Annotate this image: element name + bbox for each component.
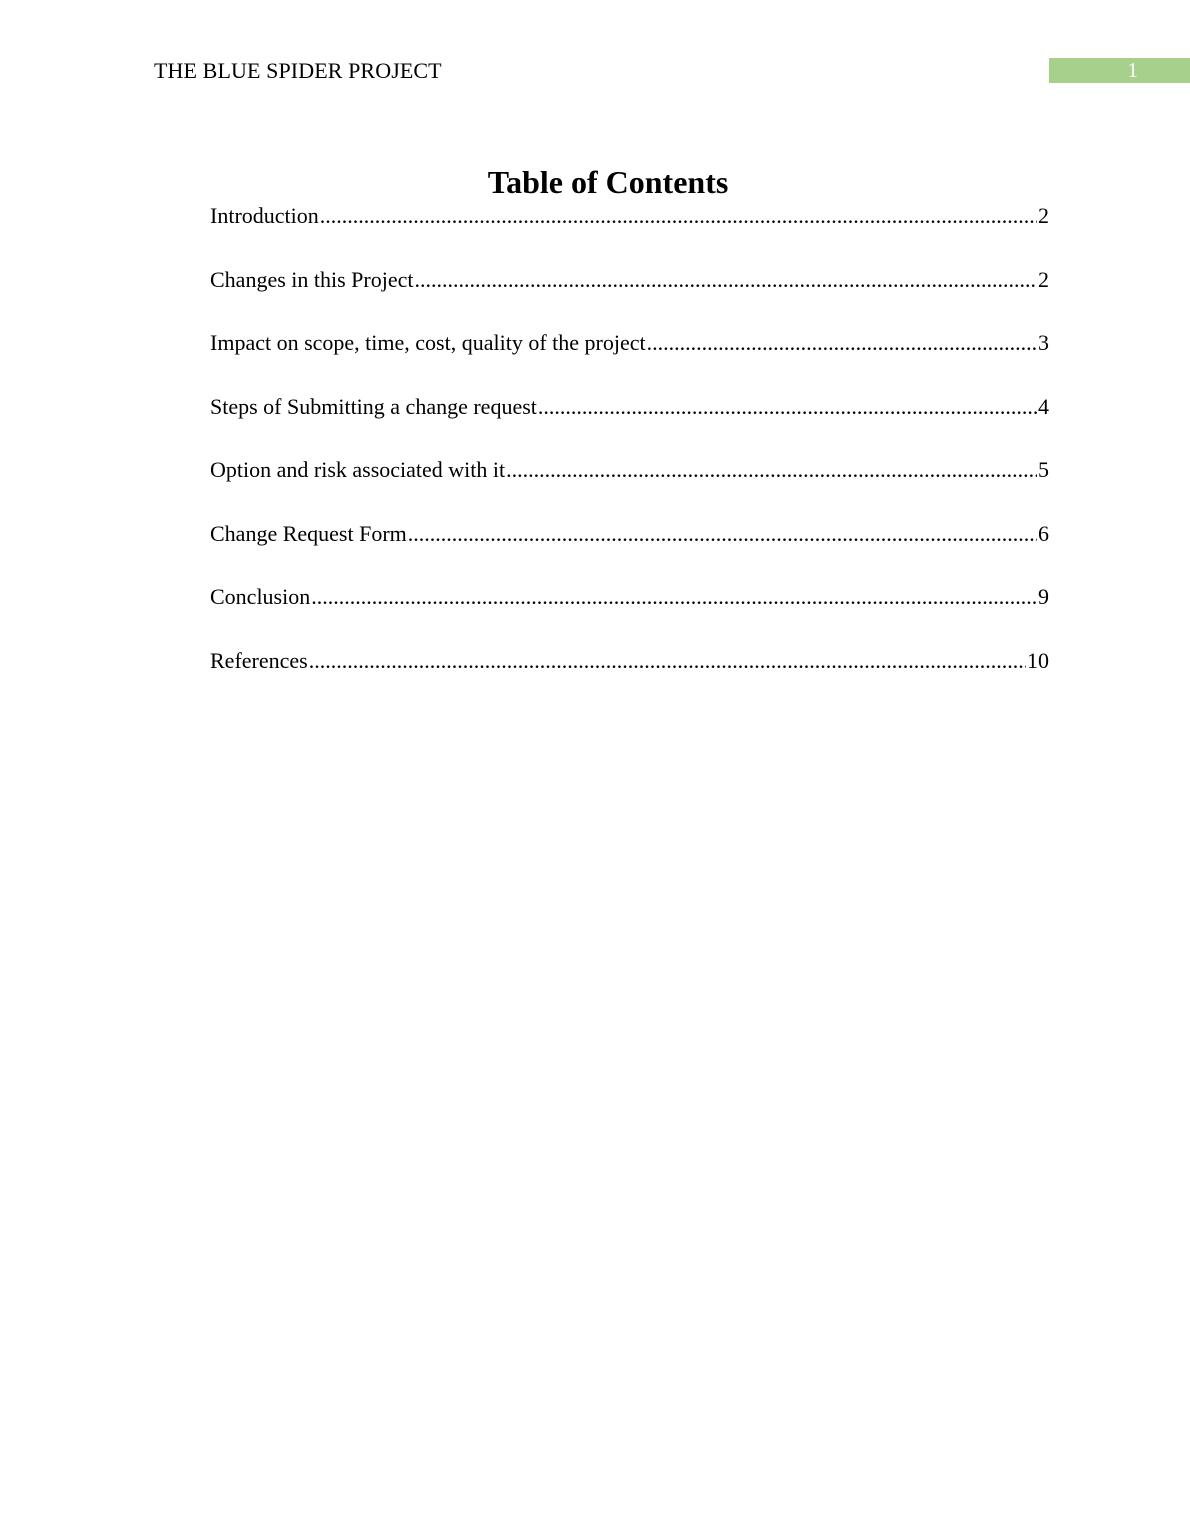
toc-entry-label: Introduction (210, 203, 319, 228)
toc-entry-steps[interactable] (210, 392, 1049, 456)
toc-dot-leader (320, 201, 1037, 231)
toc-entry-page: 2 (1038, 203, 1049, 228)
toc-entry-label: Conclusion (210, 584, 311, 609)
toc-entry-label: Option and risk associated with it (210, 457, 506, 482)
toc-entry-label: Impact on scope, time, cost, quality of the project (210, 330, 646, 355)
toc-entry-label: Steps of Submitting a change request (210, 393, 537, 419)
toc-entry-page: 10 (1027, 647, 1049, 673)
toc-entry-page: 6 (1038, 520, 1049, 546)
toc-entry-label: References (210, 647, 308, 673)
toc-entry-page: 9 (1038, 584, 1049, 609)
toc-entry-page: 2 (1038, 266, 1049, 292)
toc-dot-leader (311, 582, 1037, 612)
toc-entry-page: 5 (1038, 457, 1049, 482)
toc-list (210, 201, 1049, 709)
toc-entry-introduction[interactable] (210, 201, 1049, 265)
toc-heading: Table of Contents (487, 164, 729, 200)
toc-entry-label: Change Request Form (210, 520, 407, 546)
toc-dot-leader (408, 519, 1037, 549)
toc-dot-leader (538, 392, 1037, 422)
toc-entry-changes[interactable] (210, 265, 1049, 329)
toc-entry-page: 3 (1038, 330, 1049, 355)
running-header-title: THE BLUE SPIDER PROJECT (154, 58, 442, 83)
toc-dot-leader (309, 646, 1026, 676)
toc-entry-references[interactable] (210, 646, 1049, 710)
toc-entry-option-risk[interactable] (210, 455, 1049, 519)
toc-entry-conclusion[interactable] (210, 582, 1049, 646)
toc-entry-change-request-form[interactable] (210, 519, 1049, 583)
toc-dot-leader (647, 328, 1037, 358)
toc-dot-leader (506, 455, 1037, 485)
page-number-badge (1049, 58, 1190, 83)
page-number: 1 (1127, 58, 1138, 82)
toc-dot-leader (414, 265, 1037, 295)
toc-entry-page: 4 (1038, 393, 1049, 419)
toc-entry-impact[interactable] (210, 328, 1049, 392)
toc-entry-label: Changes in this Project (210, 266, 414, 292)
